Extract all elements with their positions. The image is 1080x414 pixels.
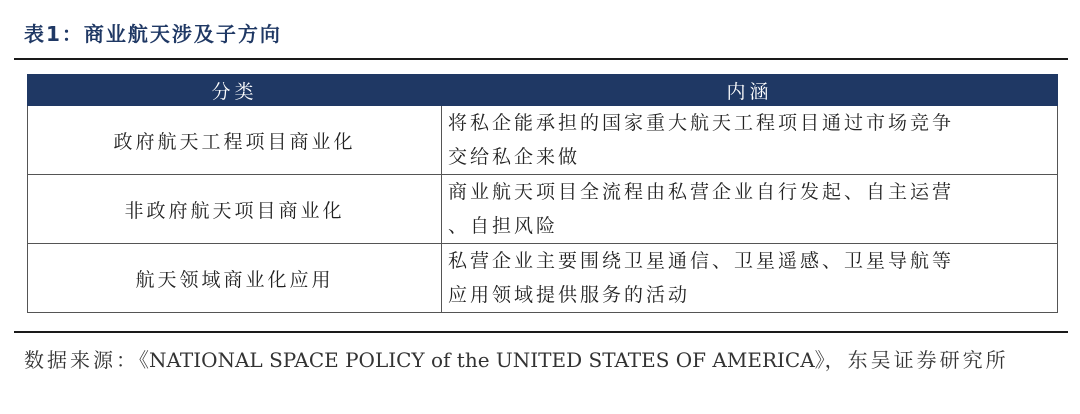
source-note [24, 342, 1064, 378]
description-line: 交给私企来做 [448, 146, 581, 168]
category-cell: 航天领域商业化应用 [28, 244, 442, 313]
data-table [27, 74, 1058, 313]
description-line: 应用领域提供服务的活动 [448, 284, 691, 306]
top-divider [14, 58, 1068, 60]
category-cell: 非政府航天项目商业化 [28, 175, 442, 244]
table-row [28, 175, 1058, 244]
description-line: 商业航天项目全流程由私营企业自行发起、自主运营 [448, 181, 955, 203]
description-line: 、自担风险 [448, 215, 559, 237]
table-title: 表1：商业航天涉及子方向 [24, 22, 282, 46]
table-row [28, 106, 1058, 175]
description-cell [442, 175, 1058, 244]
description-line: 私营企业主要围绕卫星通信、卫星遥感、卫星导航等 [448, 250, 955, 272]
table-row [28, 244, 1058, 313]
source-document: 《NATIONAL SPACE POLICY of the UNITED STATES OF AMERICA》 [139, 348, 825, 372]
header-category: 分类 [28, 75, 442, 106]
description-cell [442, 106, 1058, 175]
bottom-divider [14, 331, 1068, 333]
source-prefix: 数据来源： [24, 348, 139, 372]
category-cell: 政府航天工程项目商业化 [28, 106, 442, 175]
description-line: 将私企能承担的国家重大航天工程项目通过市场竞争 [448, 112, 955, 134]
header-meaning: 内涵 [442, 75, 1058, 106]
header-row [28, 75, 1058, 106]
source-suffix: ，东吴证券研究所 [824, 348, 1009, 372]
description-cell [442, 244, 1058, 313]
